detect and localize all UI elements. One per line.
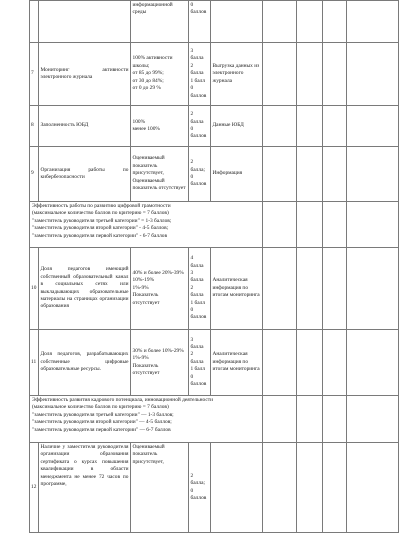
empty-cell [347, 106, 399, 147]
table-row-8 [30, 106, 399, 147]
empty-cell [297, 202, 323, 248]
criteria-cell: 40% и более 20%-39% 10%-19% 1%-9% Показатель отсутствует [131, 248, 189, 330]
row-number: 8 [30, 106, 39, 147]
table-row-6 [30, 1, 399, 43]
empty-cell [263, 443, 297, 533]
indicator-name [39, 1, 131, 43]
empty-cell [263, 106, 297, 147]
empty-cell [347, 147, 399, 202]
indicator-name: Доля педагогов, разрабатывающих собственные цифровые образовательные ресурсы. [39, 330, 131, 396]
section-text: Эффективность развития кадрового потенциала, инновационной деятельности (максимальное количество баллов по критерию = 7 баллов) "заместитель руководителя третьей категории" — 1-3 баллов; "заместитель руководителя второй категории" — 4-5 баллов; "заместитель руководителя первой категории" — 6-7 баллов [30, 396, 263, 443]
points-cell: 3 балла 2 балла 1 балл 0 баллов [189, 43, 211, 106]
row-number: 11 [30, 330, 39, 396]
empty-cell [297, 106, 323, 147]
points-cell: 4 балла 3 балла 2 балла 1 балл 0 баллов [189, 248, 211, 330]
empty-cell [263, 202, 297, 248]
criteria-cell: 30% и более 10%-29% 1%-9% Показатель отсутствует [131, 330, 189, 396]
evaluation-criteria-table [29, 0, 399, 533]
criteria-cell: 100% активности школы; от 85 до 99%; от 30 до 84%; от 0 до 29 % [131, 43, 189, 106]
table-row-12 [30, 443, 399, 533]
section-header-staff-potential [30, 396, 399, 443]
source-cell [211, 443, 263, 533]
empty-cell [323, 202, 347, 248]
empty-cell [297, 443, 323, 533]
points-cell: 2 балла 0 баллов [189, 106, 211, 147]
section-header-digital-literacy [30, 202, 399, 248]
table-row-10 [30, 248, 399, 330]
points-cell: 0 баллов [189, 1, 211, 43]
points-cell: 2 балла; 0 баллов [189, 147, 211, 202]
empty-cell [323, 330, 347, 396]
row-number [30, 1, 39, 43]
empty-cell [263, 147, 297, 202]
source-cell: Аналитическая информация по итогам мониторинга [211, 248, 263, 330]
empty-cell [323, 443, 347, 533]
indicator-name: Заполненность ЮБД [39, 106, 131, 147]
empty-cell [263, 248, 297, 330]
section-text: Эффективность работы по развитию цифровой грамотности (максимальное количество баллов по критерию = 7 баллов) "заместитель руководителя третьей категории" = 1-3 баллов; "заместитель руководителя второй категории" - 4-5 баллов; "заместитель руководителя первой категории" - 6-7 баллов [30, 202, 263, 248]
empty-cell [323, 43, 347, 106]
empty-cell [347, 396, 399, 443]
empty-cell [323, 106, 347, 147]
empty-cell [297, 330, 323, 396]
table-row-9 [30, 147, 399, 202]
indicator-name: Наличие у заместителя руководителя организации образования сертификата о курсах повышения квалификации в области менеджмента не менее 72 часов по программе, [39, 443, 131, 533]
empty-cell [297, 147, 323, 202]
empty-cell [297, 248, 323, 330]
criteria-cell: 100% менее 100% [131, 106, 189, 147]
empty-cell [347, 202, 399, 248]
indicator-name: Организация работы по кибербезопасности [39, 147, 131, 202]
row-number: 9 [30, 147, 39, 202]
source-cell: Аналитическая информация по итогам мониторинга [211, 330, 263, 396]
points-cell: 2 балла; 0 баллов [189, 443, 211, 533]
empty-cell [263, 1, 297, 43]
table-row-7 [30, 43, 399, 106]
empty-cell [297, 43, 323, 106]
empty-cell [347, 248, 399, 330]
empty-cell [347, 43, 399, 106]
empty-cell [347, 330, 399, 396]
empty-cell [263, 330, 297, 396]
criteria-cell: информационной среды [131, 1, 189, 43]
empty-cell [297, 396, 323, 443]
table-row-11 [30, 330, 399, 396]
empty-cell [263, 396, 297, 443]
criteria-cell: Оцениваемый показатель присутствует, Оцениваемый показатель отсутствует [131, 147, 189, 202]
source-cell: Данные ЮБД [211, 106, 263, 147]
empty-cell [323, 1, 347, 43]
indicator-name: Мониторинг активности электронного журнала [39, 43, 131, 106]
empty-cell [347, 443, 399, 533]
empty-cell [323, 147, 347, 202]
row-number: 10 [30, 248, 39, 330]
empty-cell [323, 248, 347, 330]
empty-cell [263, 43, 297, 106]
criteria-cell: Оцениваемый показатель присутствует, [131, 443, 189, 533]
source-cell: Информация [211, 147, 263, 202]
row-number: 12 [30, 443, 39, 533]
empty-cell [347, 1, 399, 43]
row-number: 7 [30, 43, 39, 106]
indicator-name: Доля педагогов имеющий собственный образовательный канал в социальных сетях или выкладывающих образовательные материалы на страницах организации образования [39, 248, 131, 330]
empty-cell [323, 396, 347, 443]
source-cell: Выгрузка данных из электронного журнала [211, 43, 263, 106]
source-cell [211, 1, 263, 43]
points-cell: 3 балла 2 балла 1 балл 0 баллов [189, 330, 211, 396]
empty-cell [297, 1, 323, 43]
